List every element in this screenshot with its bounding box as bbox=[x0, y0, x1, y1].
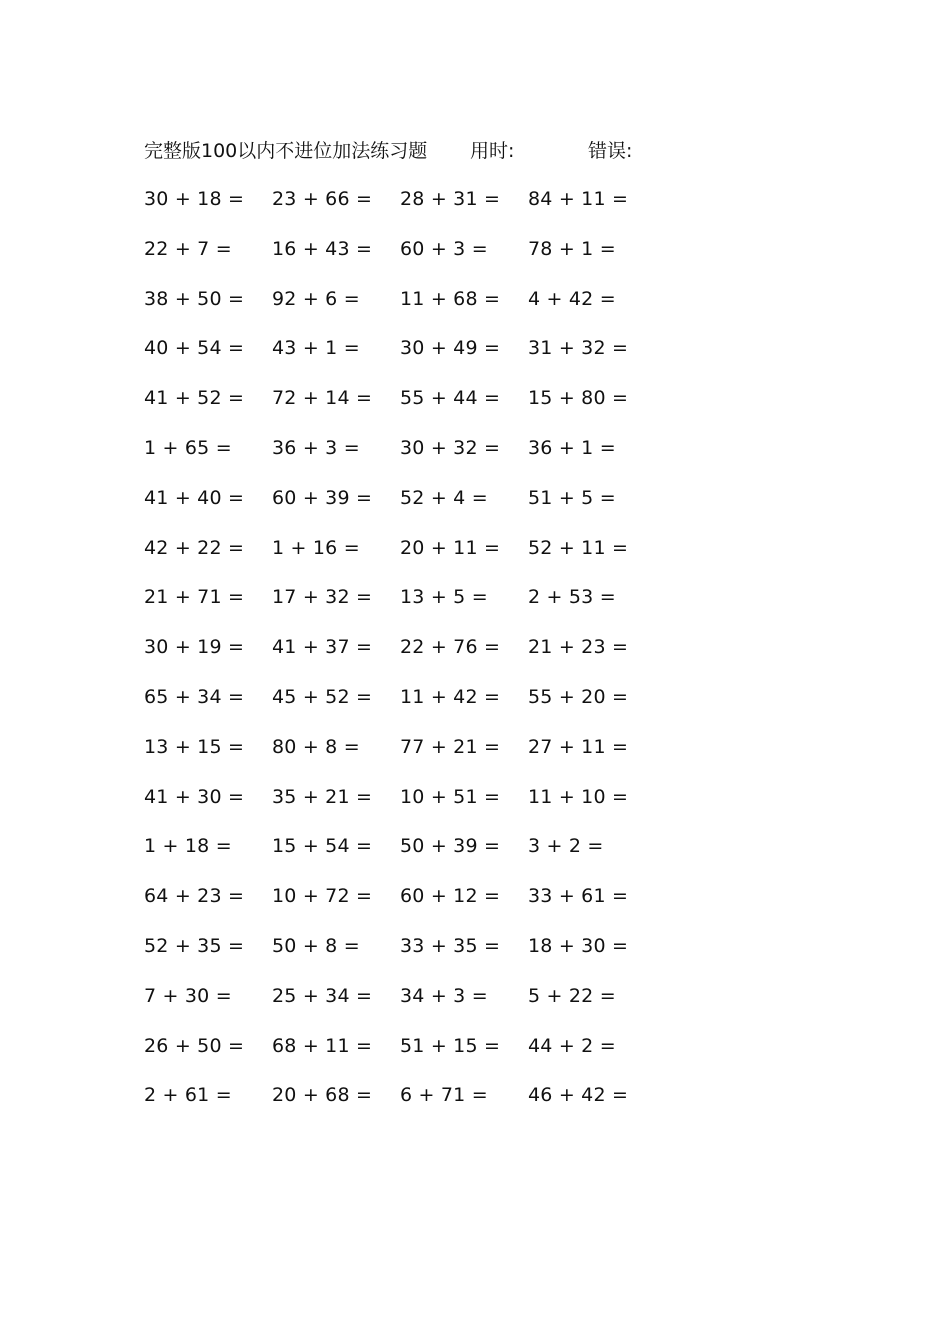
problem-item: 26 + 50 = bbox=[144, 1034, 245, 1057]
worksheet-title: 完整版100以内不进位加法练习题 bbox=[144, 140, 428, 162]
problem-item: 10 + 72 = bbox=[272, 885, 373, 908]
problem-item: 18 + 30 = bbox=[528, 935, 629, 957]
problem-item: 36 + 3 = bbox=[272, 437, 360, 459]
problem-item: 11 + 68 = bbox=[400, 287, 501, 310]
problem-item: 2 + 61 = bbox=[144, 1084, 232, 1107]
problem-item: 6 + 71 = bbox=[400, 1084, 488, 1107]
problem-item: 77 + 21 = bbox=[400, 735, 501, 758]
problem-item: 30 + 49 = bbox=[400, 337, 501, 360]
problem-item: 1 + 18 = bbox=[144, 835, 232, 858]
problem-item: 16 + 43 = bbox=[272, 237, 373, 260]
problem-item: 10 + 51 = bbox=[400, 785, 501, 808]
problem-item: 3 + 2 = bbox=[528, 835, 604, 858]
problem-item: 72 + 14 = bbox=[272, 387, 373, 410]
problem-item: 15 + 80 = bbox=[528, 387, 629, 410]
problem-item: 13 + 15 = bbox=[144, 735, 245, 758]
problem-item: 34 + 3 = bbox=[400, 984, 488, 1007]
problem-item: 23 + 66 = bbox=[272, 188, 373, 210]
problem-item: 52 + 35 = bbox=[144, 935, 245, 957]
problem-item: 60 + 12 = bbox=[400, 885, 501, 908]
problem-item: 1 + 16 = bbox=[272, 536, 360, 559]
problem-item: 15 + 54 = bbox=[272, 835, 373, 858]
problem-item: 30 + 19 = bbox=[144, 636, 245, 659]
problem-item: 35 + 21 = bbox=[272, 785, 373, 808]
problem-item: 11 + 42 = bbox=[400, 686, 501, 708]
problem-item: 38 + 50 = bbox=[144, 287, 245, 310]
problem-item: 40 + 54 = bbox=[144, 337, 245, 360]
problem-item: 5 + 22 = bbox=[528, 984, 616, 1007]
problem-item: 65 + 34 = bbox=[144, 686, 245, 708]
problem-item: 44 + 2 = bbox=[528, 1034, 616, 1057]
problem-item: 43 + 1 = bbox=[272, 337, 360, 360]
problem-item: 78 + 1 = bbox=[528, 237, 616, 260]
problem-item: 30 + 18 = bbox=[144, 188, 245, 210]
problem-item: 11 + 10 = bbox=[528, 785, 629, 808]
problem-item: 41 + 37 = bbox=[272, 636, 373, 659]
problem-item: 22 + 7 = bbox=[144, 237, 232, 260]
problem-item: 50 + 8 = bbox=[272, 935, 360, 957]
problem-item: 52 + 11 = bbox=[528, 536, 629, 559]
problem-item: 20 + 11 = bbox=[400, 536, 501, 559]
problem-item: 55 + 20 = bbox=[528, 686, 629, 708]
problem-item: 52 + 4 = bbox=[400, 486, 488, 509]
time-label: 用时: bbox=[470, 140, 515, 162]
problem-item: 21 + 71 = bbox=[144, 586, 245, 609]
problem-item: 13 + 5 = bbox=[400, 586, 488, 609]
problem-item: 4 + 42 = bbox=[528, 287, 616, 310]
problem-item: 51 + 15 = bbox=[400, 1034, 501, 1057]
problem-item: 17 + 32 = bbox=[272, 586, 373, 609]
problem-item: 25 + 34 = bbox=[272, 984, 373, 1007]
problem-item: 60 + 3 = bbox=[400, 237, 488, 260]
problem-item: 68 + 11 = bbox=[272, 1034, 373, 1057]
problem-item: 22 + 76 = bbox=[400, 636, 501, 659]
problem-item: 30 + 32 = bbox=[400, 437, 501, 459]
problem-item: 60 + 39 = bbox=[272, 486, 373, 509]
problem-item: 41 + 40 = bbox=[144, 486, 245, 509]
problem-item: 36 + 1 = bbox=[528, 437, 616, 459]
problem-item: 20 + 68 = bbox=[272, 1084, 373, 1107]
problem-item: 33 + 61 = bbox=[528, 885, 629, 908]
problem-item: 33 + 35 = bbox=[400, 935, 501, 957]
problem-item: 41 + 52 = bbox=[144, 387, 245, 410]
problem-item: 46 + 42 = bbox=[528, 1084, 629, 1107]
problem-item: 31 + 32 = bbox=[528, 337, 629, 360]
problem-item: 55 + 44 = bbox=[400, 387, 501, 410]
problem-item: 84 + 11 = bbox=[528, 188, 629, 210]
problem-item: 1 + 65 = bbox=[144, 437, 232, 459]
problem-item: 45 + 52 = bbox=[272, 686, 373, 708]
problem-item: 2 + 53 = bbox=[528, 586, 616, 609]
problem-item: 41 + 30 = bbox=[144, 785, 245, 808]
problem-item: 80 + 8 = bbox=[272, 735, 360, 758]
problem-item: 50 + 39 = bbox=[400, 835, 501, 858]
error-label: 错误: bbox=[588, 140, 633, 162]
problem-item: 42 + 22 = bbox=[144, 536, 245, 559]
problem-item: 7 + 30 = bbox=[144, 984, 232, 1007]
problem-item: 64 + 23 = bbox=[144, 885, 245, 908]
problem-item: 28 + 31 = bbox=[400, 188, 501, 210]
problem-item: 92 + 6 = bbox=[272, 287, 360, 310]
problem-item: 51 + 5 = bbox=[528, 486, 616, 509]
problem-item: 27 + 11 = bbox=[528, 735, 629, 758]
problem-item: 21 + 23 = bbox=[528, 636, 629, 659]
